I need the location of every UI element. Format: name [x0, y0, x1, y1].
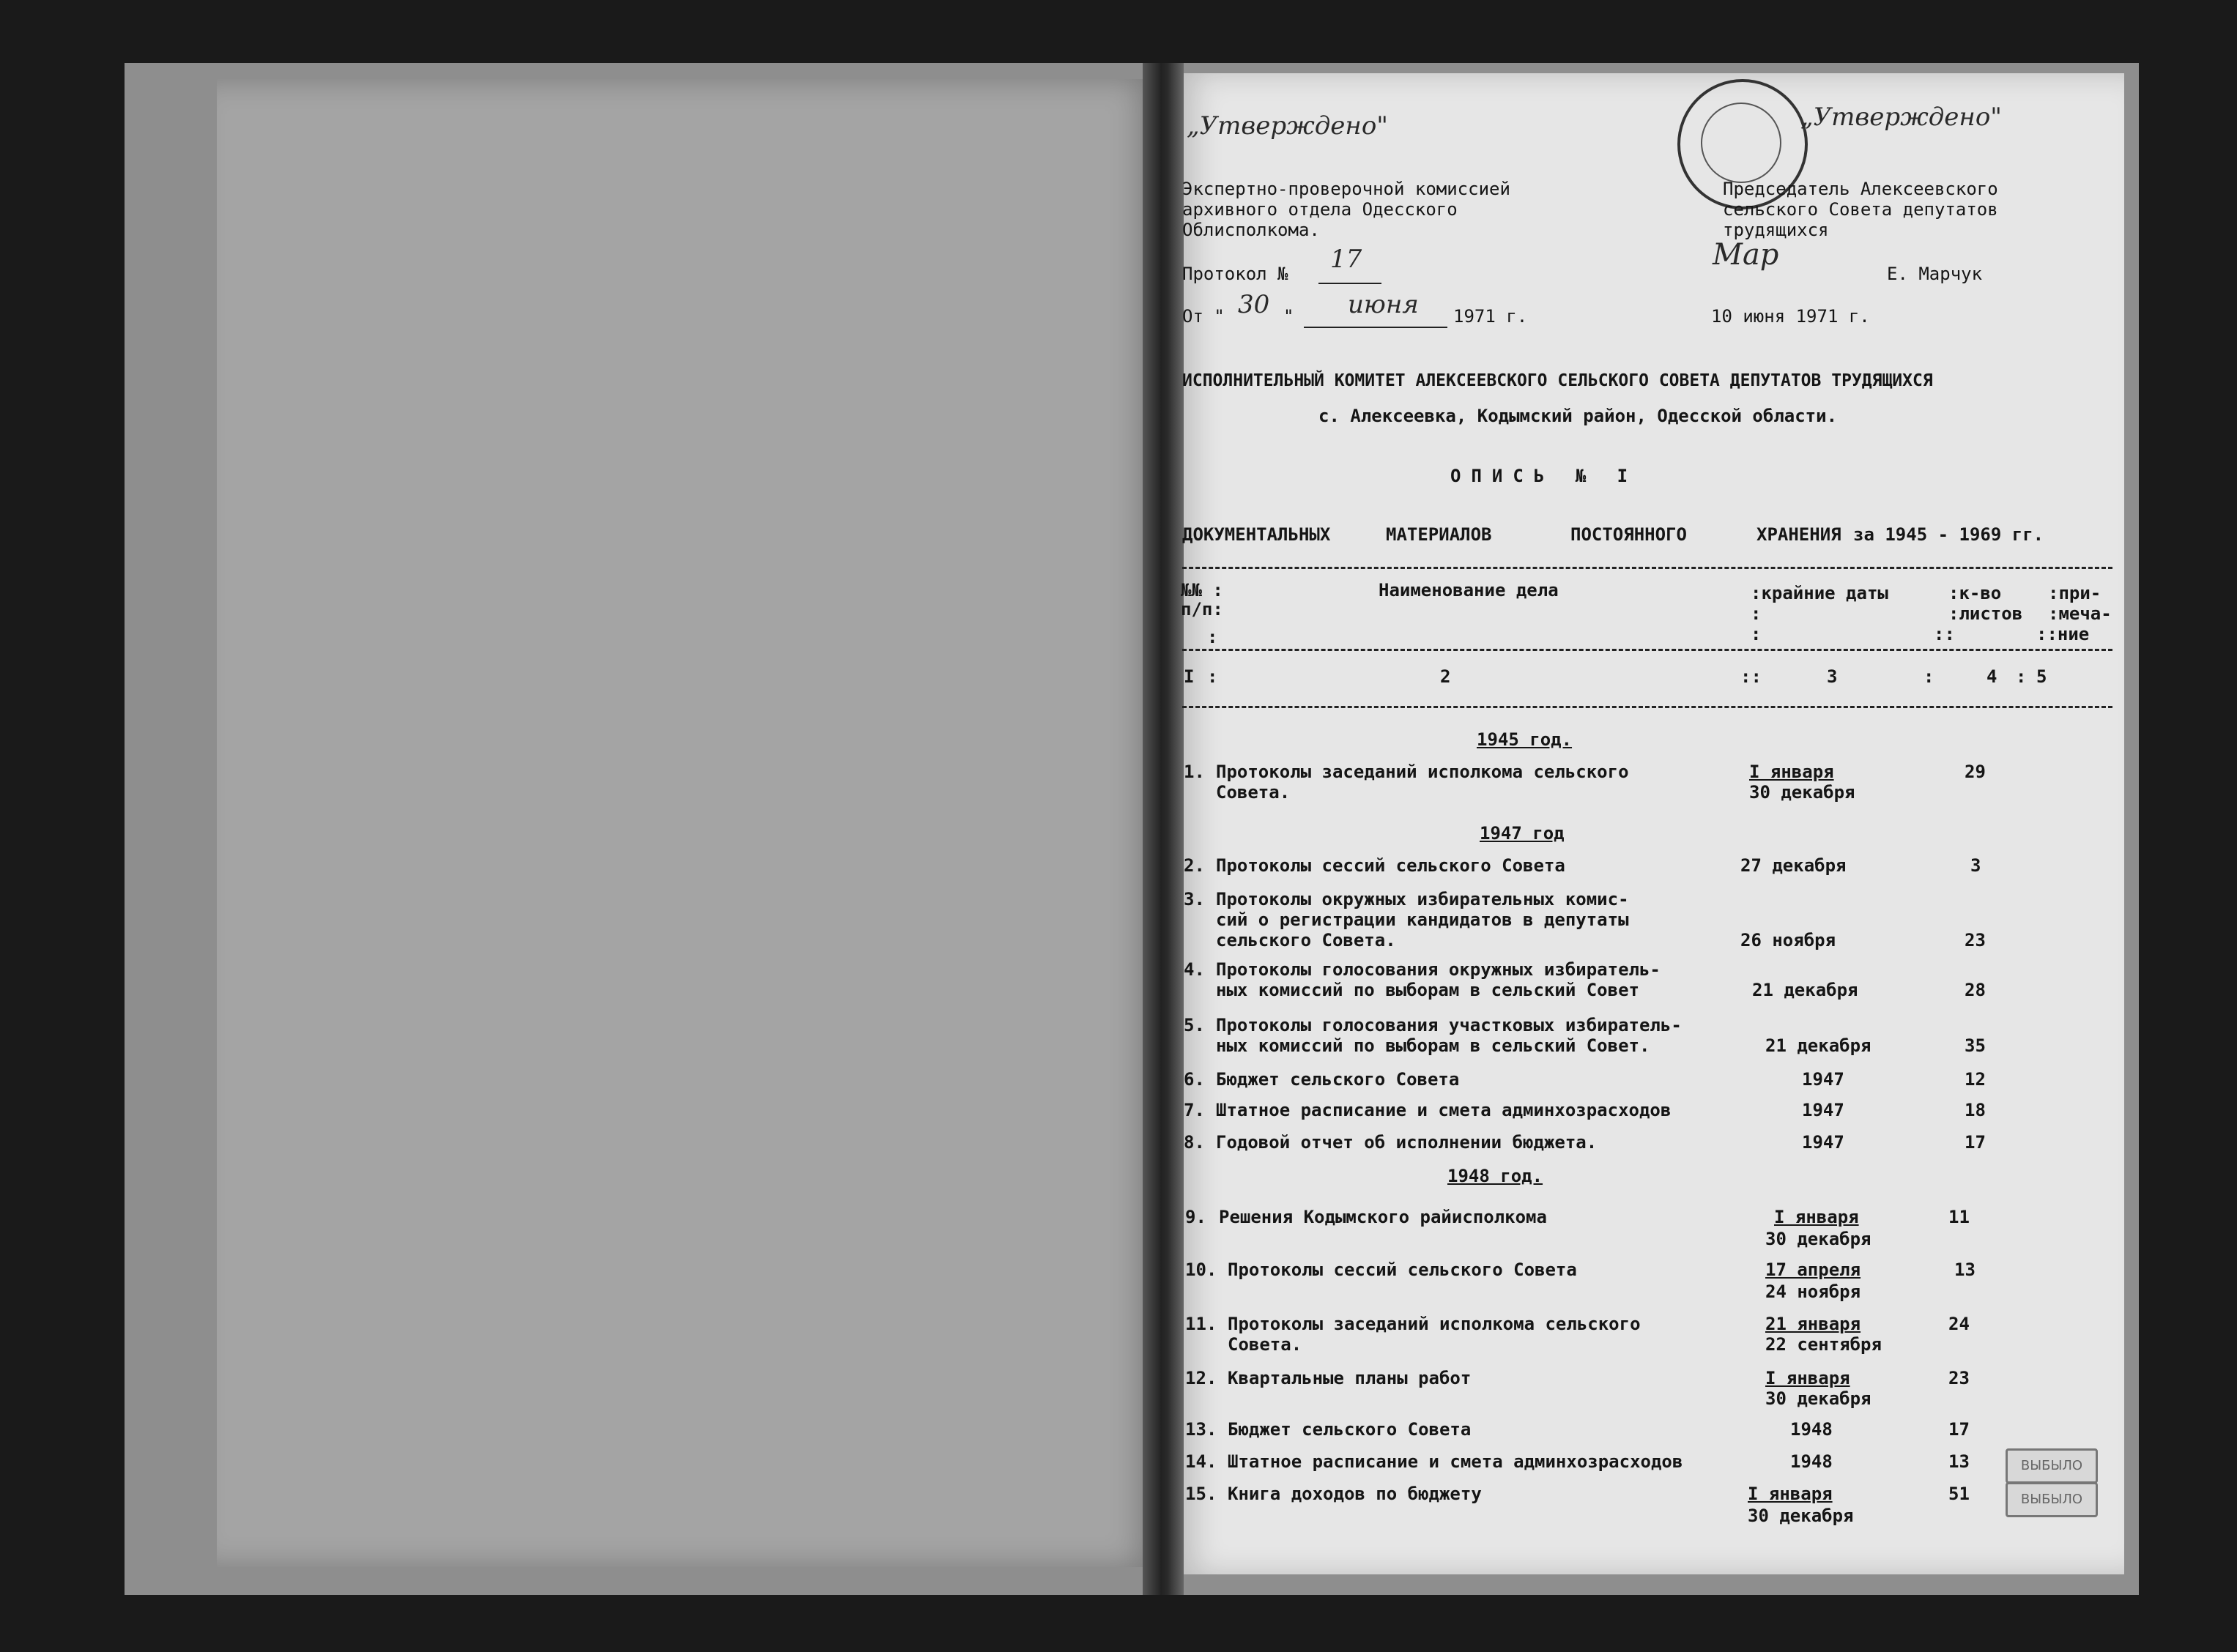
col-num: : [2016, 666, 2027, 687]
row-date-end: 30 декабря [1749, 782, 1855, 803]
section-year: 1947 год [1480, 823, 1565, 844]
protocol-date-underline [1304, 327, 1447, 328]
row-title-line: Книга доходов по бюджету [1228, 1484, 1482, 1504]
row-sheet-count: 51 [1948, 1484, 1970, 1504]
row-sheet-count: 13 [1948, 1451, 1970, 1472]
subtitle-word: ДОКУМЕНТАЛЬНЫХ [1182, 524, 1331, 545]
right-approval-mark: „Утверждено" [1800, 103, 2002, 132]
row-title-line: Бюджет сельского Совета [1216, 1069, 1460, 1090]
col-num: 4 [1986, 666, 1997, 687]
row-sheet-count: 23 [1965, 930, 1986, 950]
row-sheet-count: 17 [1948, 1419, 1970, 1440]
row-number: 1. [1184, 762, 1205, 782]
section-year: 1945 год. [1477, 729, 1573, 750]
header-notes-col: :меча- [2048, 603, 2112, 624]
row-sheet-count: 11 [1948, 1207, 1970, 1227]
row-date: 21 декабря [1752, 980, 1858, 1000]
row-title-line: сельского Совета. [1216, 930, 1396, 950]
row-date: 1947 [1802, 1100, 1844, 1120]
opis-title: ОПИСЬ № I [1450, 466, 1639, 486]
inventory-page [1172, 73, 2124, 1574]
blank-left-page [217, 79, 1162, 1567]
header-dates-col: :крайние даты [1751, 583, 1888, 603]
row-date-start: I января [1749, 762, 1834, 782]
header-title-col: Наименование дела [1379, 580, 1559, 600]
row-sheet-count: 28 [1965, 980, 1986, 1000]
protocol-date-year: 1971 г. [1453, 306, 1528, 327]
header-sheets-col: :: [1934, 624, 1955, 644]
header-dates-col: : [1751, 603, 1762, 624]
row-sheet-count: 29 [1965, 762, 1986, 782]
row-title-line: Протоколы окружных избирательных комис- [1216, 889, 1629, 909]
row-title-line: ных комиссий по выборам в сельский Совет [1216, 980, 1639, 1000]
row-title-line: Решения Кодымского райисполкома [1219, 1207, 1547, 1227]
header-number-col: №№ : [1181, 580, 1223, 600]
row-date: 27 декабря [1740, 855, 1847, 876]
row-date-end: 30 декабря [1765, 1388, 1871, 1409]
row-date-start: I января [1748, 1484, 1833, 1504]
row-number: 14. [1185, 1451, 1217, 1472]
row-title-line: Совета. [1216, 782, 1291, 803]
header-notes-col: :при- [2048, 583, 2101, 603]
row-title-line: Штатное расписание и смета админхозрасходов [1216, 1100, 1672, 1120]
retired-stamp: ВЫБЫЛО [2006, 1482, 2098, 1517]
row-title-line: Протоколы голосования окружных избиратель- [1216, 959, 1661, 980]
header-number-col: п/п: [1181, 599, 1223, 620]
row-sheet-count: 35 [1965, 1035, 1986, 1056]
col-num: 2 [1440, 666, 1451, 687]
left-approval-line: Экспертно-проверочной комиссией [1182, 179, 1510, 199]
protocol-underline [1318, 283, 1381, 284]
section-year: 1948 год. [1447, 1166, 1543, 1186]
row-date-end: 30 декабря [1748, 1506, 1854, 1526]
row-number: 4. [1184, 959, 1205, 980]
right-approval-line: Председатель Алексеевского [1723, 179, 1998, 199]
row-sheet-count: 13 [1954, 1260, 1976, 1280]
signer-name: Е. Марчук [1887, 264, 1983, 284]
header-number-col: : [1207, 627, 1218, 647]
row-title-line: Протоколы голосования участковых избиратель- [1216, 1015, 1682, 1035]
header-sheets-col: :к-во [1948, 583, 2002, 603]
col-num: 5 [2036, 666, 2047, 687]
row-title-line: ных комиссий по выборам в сельский Совет. [1216, 1035, 1650, 1056]
left-approval-line: архивного отдела Одесского [1182, 199, 1458, 220]
subtitle-word: ХРАНЕНИЯ [1756, 524, 1841, 545]
organization-title: ИСПОЛНИТЕЛЬНЫЙ КОМИТЕТ АЛЕКСЕЕВСКОГО СЕЛЬСКОГО СОВЕТА ДЕПУТАТОВ ТРУДЯЩИХСЯ [1182, 371, 1933, 390]
subtitle-period: за 1945 - 1969 гг. [1853, 524, 2044, 545]
row-number: 10. [1185, 1260, 1217, 1280]
protocol-date-day: 30 [1238, 290, 1270, 319]
col-num: 3 [1827, 666, 1838, 687]
protocol-date-prefix: От " [1182, 306, 1225, 327]
header-dates-col: : [1751, 624, 1762, 644]
row-title-line: Штатное расписание и смета админхозрасходов [1228, 1451, 1683, 1472]
approval-date: 10 июня 1971 г. [1711, 306, 1870, 327]
row-date-start: 17 апреля [1765, 1260, 1861, 1280]
row-title-line: Протоколы сессий сельского Совета [1216, 855, 1565, 876]
row-number: 6. [1184, 1069, 1205, 1090]
row-date-start: I января [1765, 1368, 1850, 1388]
row-date-end: 30 декабря [1765, 1229, 1871, 1249]
row-sheet-count: 18 [1965, 1100, 1986, 1120]
book-spine [1143, 63, 1184, 1595]
header-notes-col: ::ние [2036, 624, 2090, 644]
row-title-line: Протоколы заседаний исполкома сельского [1216, 762, 1629, 782]
table-rule-bottom [1182, 706, 2112, 708]
col-num: I [1184, 666, 1195, 687]
row-date: 1948 [1790, 1419, 1833, 1440]
row-title-line: Бюджет сельского Совета [1228, 1419, 1472, 1440]
row-number: 13. [1185, 1419, 1217, 1440]
row-sheet-count: 24 [1948, 1314, 1970, 1334]
retired-stamp: ВЫБЫЛО [2006, 1448, 2098, 1484]
row-date-end: 24 ноября [1765, 1281, 1861, 1302]
subtitle-word: МАТЕРИАЛОВ [1386, 524, 1492, 545]
row-title-line: Совета. [1228, 1334, 1302, 1355]
row-date-end: 22 сентября [1765, 1334, 1882, 1355]
table-rule-top [1182, 567, 2112, 569]
col-num: : [1207, 666, 1218, 687]
header-sheets-col: :листов [1948, 603, 2023, 624]
row-sheet-count: 17 [1965, 1132, 1986, 1153]
row-title-line: Годовой отчет об исполнении бюджета. [1216, 1132, 1598, 1153]
row-title-line: Протоколы заседаний исполкома сельского [1228, 1314, 1641, 1334]
right-approval-line: трудящихся [1723, 220, 1829, 240]
row-number: 11. [1185, 1314, 1217, 1334]
row-number: 8. [1184, 1132, 1205, 1153]
row-date: 1947 [1802, 1069, 1844, 1090]
protocol-label: Протокол № [1182, 264, 1288, 284]
subtitle-word: ПОСТОЯННОГО [1570, 524, 1687, 545]
row-date-start: 21 января [1765, 1314, 1861, 1334]
row-number: 2. [1184, 855, 1205, 876]
row-number: 3. [1184, 889, 1205, 909]
protocol-date-quote: " [1283, 306, 1294, 327]
protocol-number: 17 [1330, 245, 1362, 274]
row-date: 1948 [1790, 1451, 1833, 1472]
signature: Мар [1713, 238, 1779, 272]
row-date-start: I января [1774, 1207, 1859, 1227]
row-sheet-count: 23 [1948, 1368, 1970, 1388]
row-number: 5. [1184, 1015, 1205, 1035]
table-rule-mid [1182, 649, 2112, 651]
left-approval-mark: „Утверждено" [1187, 111, 1388, 141]
row-title-line: Протоколы сессий сельского Совета [1228, 1260, 1577, 1280]
row-date: 21 декабря [1765, 1035, 1871, 1056]
row-title-line: сий о регистрации кандидатов в депутаты [1216, 909, 1629, 930]
organization-place: с. Алексеевка, Кодымский район, Одесской области. [1318, 406, 1838, 426]
row-number: 9. [1185, 1207, 1206, 1227]
row-date: 26 ноября [1740, 930, 1836, 950]
row-date: 1947 [1802, 1132, 1844, 1153]
col-num: :: [1740, 666, 1762, 687]
row-title-line: Квартальные планы работ [1228, 1368, 1472, 1388]
protocol-date-month: июня [1348, 290, 1419, 319]
col-num: : [1923, 666, 1934, 687]
row-sheet-count: 3 [1970, 855, 1981, 876]
row-number: 7. [1184, 1100, 1205, 1120]
row-number: 12. [1185, 1368, 1217, 1388]
left-approval-line: Облисполкома. [1182, 220, 1320, 240]
right-approval-line: сельского Совета депутатов [1723, 199, 1998, 220]
row-sheet-count: 12 [1965, 1069, 1986, 1090]
row-number: 15. [1185, 1484, 1217, 1504]
